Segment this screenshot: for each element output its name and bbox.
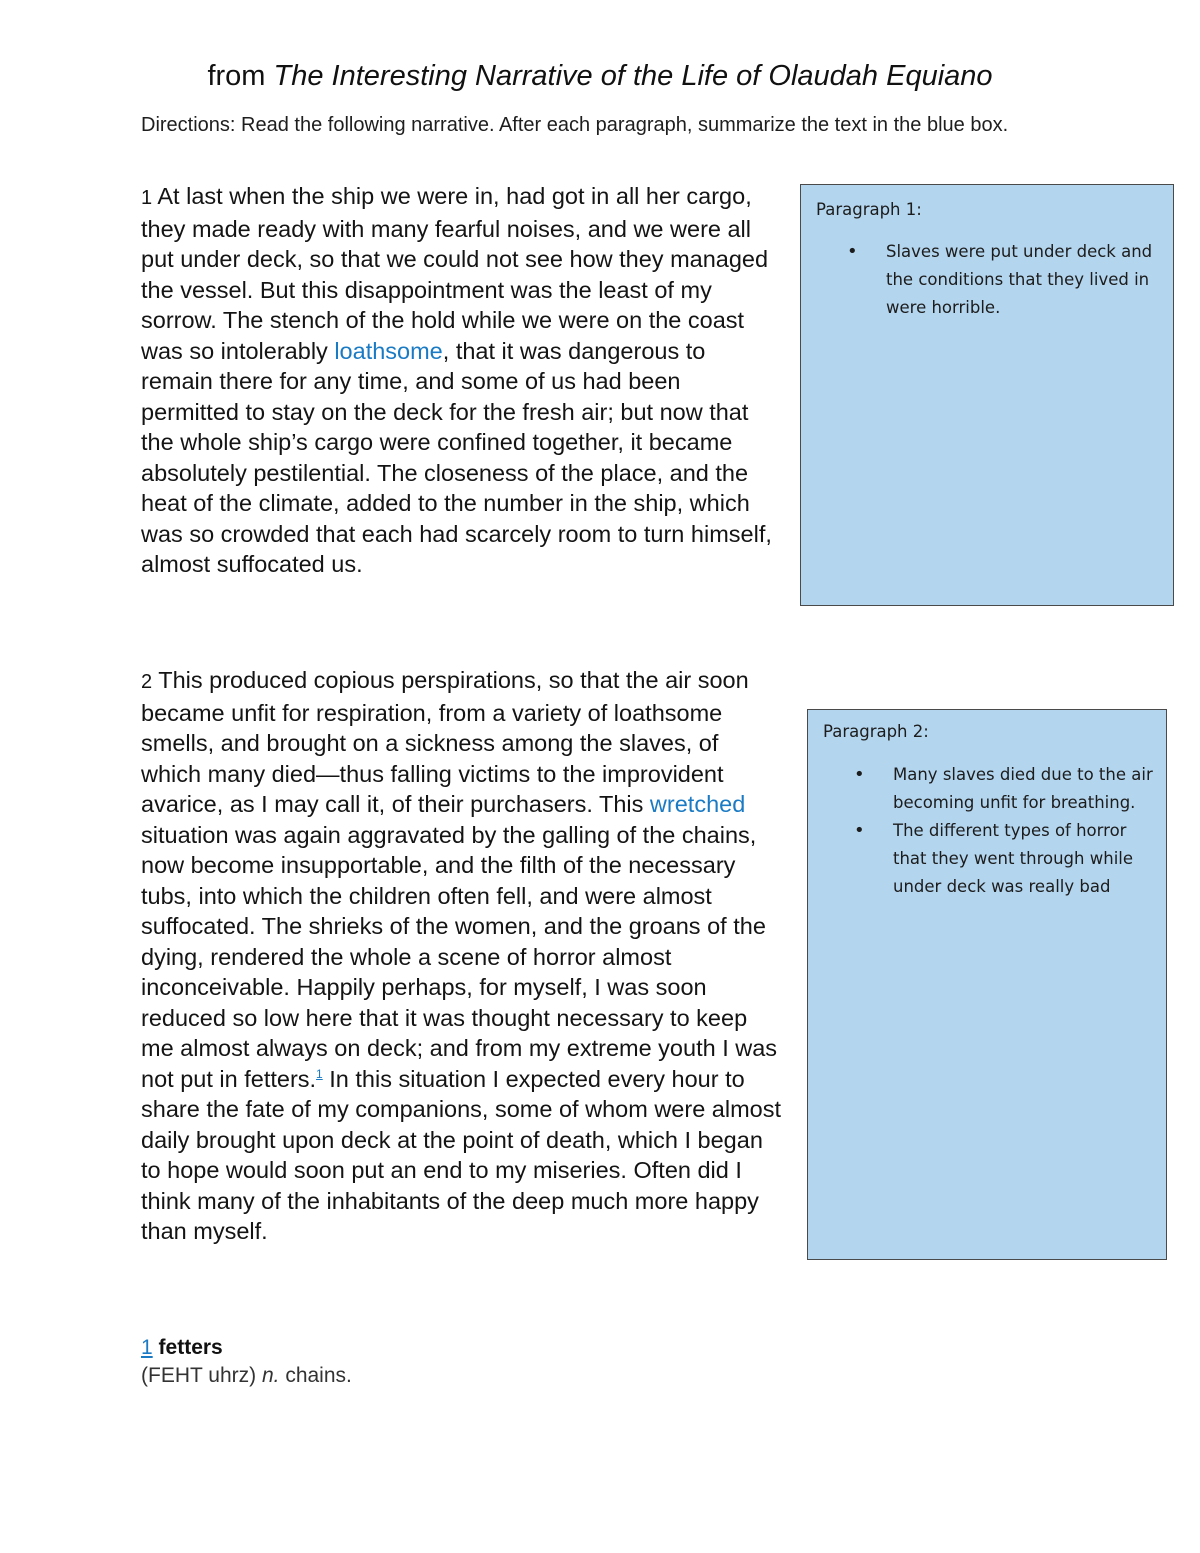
paragraph-1 — [141, 181, 781, 580]
paragraph-text: situation was again aggravated by the galling of the chains, now become insupportable, and the filth of the necessary tubs, into which the children often fell, and were almost suffocated. The shrieks of the women, and the groans of the dying, rendered the whole a scene of horror almost inconceivable. Happily perhaps, for myself, I was soon reduced so low here that it was thought necessary to keep me almost always on deck; and from my extreme youth I was not put in fetters. — [141, 821, 778, 1092]
summary-box-paragraph-1[interactable] — [800, 184, 1174, 606]
summary-bullet-text: Many slaves died due to the air becoming unfit for breathing. — [893, 765, 1153, 812]
summary-bullet — [847, 238, 1157, 322]
paragraph-2 — [141, 665, 781, 1247]
vocab-word-loathsome: loathsome — [334, 337, 443, 364]
footnote-word: fetters — [158, 1336, 223, 1359]
footnote — [141, 1334, 641, 1390]
title-work: The Interesting Narrative of the Life of Olaudah Equiano — [273, 60, 993, 92]
summary-bullet-list — [847, 238, 1157, 322]
footnote-part-of-speech: n. — [261, 1364, 280, 1387]
directions-text: Directions: Read the following narrative. After each paragraph, summarize the text in the blue box. — [141, 114, 1009, 136]
paragraph-text: At last when the ship we were in, had got in all her cargo, they made ready with many fearful noises, and we were all put under deck, so that we could not see how they managed the vessel. But this disappointment was the least of my sorrow. The stench of the hold while we were on the coast was so intolerably — [141, 183, 769, 364]
bullet-icon: • — [854, 764, 865, 785]
paragraph-text: , that it was dangerous to remain there for any time, and some of us had been permitted to stay on the deck for the fresh air; but now that the whole ship’s cargo were confined together, it became absolutely pestilential. The closeness of the place, and the heat of the climate, added to the number in the ship, which was so crowded that each had scarcely room to turn himself, almost suffocated us. — [141, 337, 772, 577]
paragraph-text: This produced copious perspirations, so that the air soon became unfit for respiration, from a variety of loathsome smells, and brought on a sickness among the slaves, of which many died—thus falling victims to the improvident avarice, as I may call it, of their purchasers. This — [141, 667, 749, 817]
footnote-heading — [141, 1334, 641, 1362]
bullet-icon: • — [854, 820, 865, 841]
paragraph-number: 2 — [141, 671, 153, 693]
footnote-definition — [141, 1362, 641, 1390]
footnote-number-link[interactable]: 1 — [141, 1336, 153, 1359]
bullet-icon: • — [847, 241, 858, 262]
paragraph-text: In this situation I expected every hour to share the fate of my companions, some of whom were almost daily brought upon deck at the point of death, which I began to hope would soon put an end to my miseries. Often did I think many of the inhabitants of the deep much more happy than myself. — [141, 1065, 782, 1244]
summary-bullet — [854, 817, 1162, 901]
summary-bullet — [854, 761, 1162, 817]
footnote-pronunciation: (FEHT uhrz) — [141, 1364, 262, 1387]
title-prefix: from — [207, 60, 274, 92]
paragraph-number: 1 — [141, 187, 153, 209]
summary-box-label: Paragraph 2: — [823, 722, 929, 741]
footnote-reference-link[interactable]: 1 — [316, 1066, 323, 1081]
footnote-definition-text: chains. — [279, 1364, 352, 1387]
vocab-word-wretched: wretched — [649, 791, 746, 817]
summary-bullet-text: Slaves were put under deck and the conditions that they lived in were horrible. — [886, 242, 1153, 317]
summary-box-label: Paragraph 1: — [816, 200, 922, 219]
summary-bullet-text: The different types of horror that they went through while under deck was really bad — [893, 821, 1134, 896]
page-title — [0, 58, 1200, 94]
summary-box-paragraph-2[interactable] — [807, 709, 1167, 1260]
summary-bullet-list — [854, 761, 1162, 901]
